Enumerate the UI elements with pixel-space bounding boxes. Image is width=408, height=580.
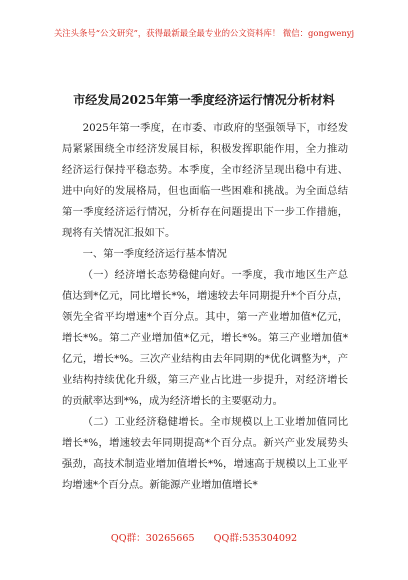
qq-group-banner [0,533,408,545]
section-heading: 一、第一季度经济运行基本情况 [82,248,227,260]
qq-group-2: QQ群:535304092 [213,533,298,544]
promo-banner: 关注头条号“公文研究”，获得最新最全最专业的公文资料库！ 微信：gongwenyj [53,28,355,38]
document-body [62,118,348,496]
intro-paragraph: 2025年第一季度，在市委、市政府的坚强领导下，市经发局紧紧围绕全市经济发展目标，积极发挥职能作用，全力推动经济运行保持平稳态势。本季度，全市经济呈现出稳中有进、进中向好的发展格局，但也面临一些困难和挑战。为全面总结第一季度经济运行情况，分析存在问题提出下一步工作措施，现将有关情况汇报如下。 [62,122,348,239]
item-economic-growth: （一）经济增长态势稳健向好。一季度，我市地区生产总值达到*亿元，同比增长*%，增速较去年同期提升*个百分点，领先全省平均增速*个百分点。其中，第一产业增加值*亿元，增长*%。第二产业增加值*亿元，增长*%。第三产业增加值*亿元，增长*%。三次产业结构由去年同期的*优化调整为*，产业结构持续优化升级，第三产业占比进一步提升，对经济增长的贡献率达到*%，成为经济增长的主要驱动力。 [62,269,348,407]
document-title: 市经发局2025年第一季度经济运行情况分析材料 [73,93,335,107]
qq-group-1: QQ群：30265665 [110,533,195,544]
item-industrial-economy: （二）工业经济稳健增长。全市规模以上工业增加值同比增长*%，增速较去年同期提高*个百分点。新兴产业发展势头强劲，高技术制造业增加值增长*%，增速高于规模以上工业平均增速*个百分点。新能源产业增加值增长* [62,416,348,491]
